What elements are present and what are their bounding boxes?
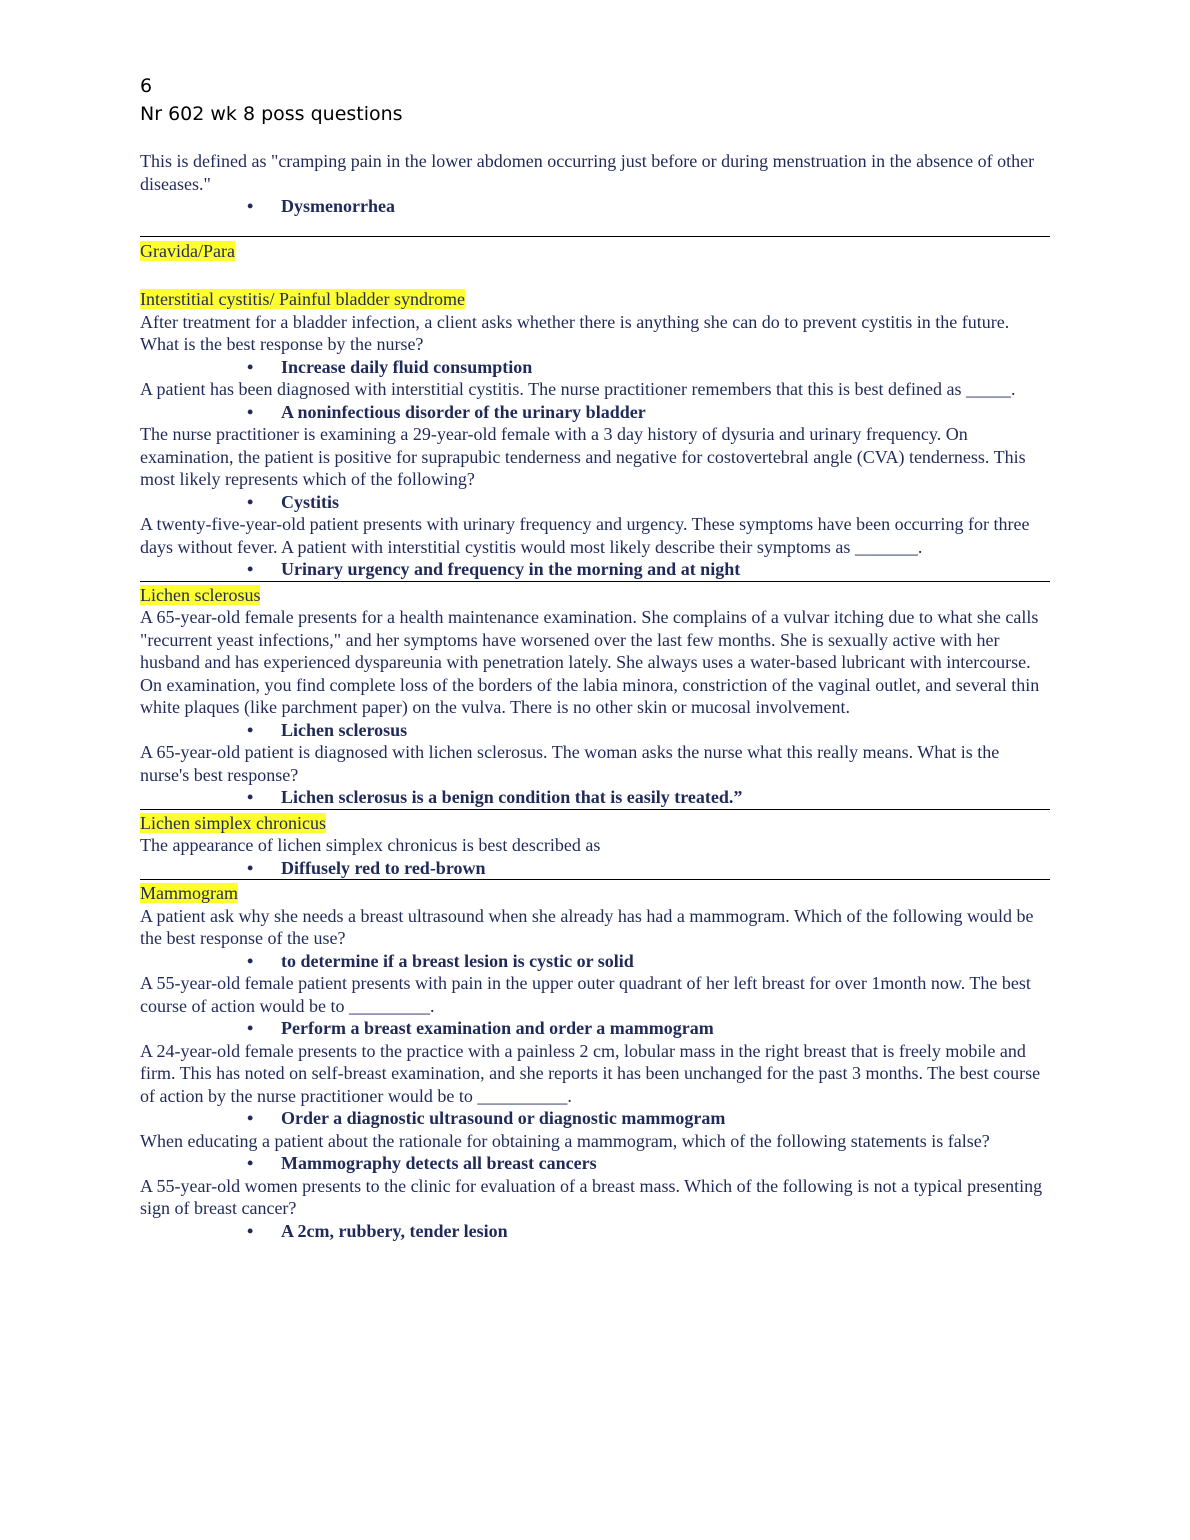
question-text: A 55-year-old women presents to the clinic for evaluation of a breast mass. Which of the following is not a typical presenting sign of breast cancer? xyxy=(140,1175,1043,1218)
topic-heading-lichen-sclerosus: Lichen sclerosus xyxy=(140,584,261,605)
bullet-icon: • xyxy=(247,196,254,216)
topic-heading-lichen-simplex-chronicus: Lichen simplex chronicus xyxy=(140,812,326,833)
bullet-icon: • xyxy=(247,1018,254,1038)
section-divider xyxy=(140,879,1050,880)
question-text: After treatment for a bladder infection, a client asks whether there is anything she can do to prevent cystitis in the future. What is the best response by the nurse? xyxy=(140,311,1010,354)
answer-text: A 2cm, rubbery, tender lesion xyxy=(281,1220,508,1241)
answer-item xyxy=(140,401,1050,424)
bullet-icon: • xyxy=(247,857,254,878)
bullet-icon: • xyxy=(247,401,254,422)
question-text: A 65-year-old female presents for a health maintenance examination. She complains of a vulvar itching due to what she calls "recurrent yeast infections," and her symptoms have worsened over the last few months. She is sexually active with her husband and has experienced dyspareunia with penetration lately. She always uses a water-based lubricant with intercourse. On examination, you find complete loss of the borders of the labia minora, constriction of the vaginal outlet, and several thin white plaques (like parchment paper) on the vulva. There is no other skin or mucosal involvement. xyxy=(140,607,1040,717)
bullet-icon: • xyxy=(247,719,254,740)
answer-item xyxy=(140,356,1050,379)
answer-item xyxy=(140,491,1050,514)
document-body xyxy=(140,150,1050,1242)
topic-heading-mammogram: Mammogram xyxy=(140,883,238,903)
bullet-icon: • xyxy=(247,1220,254,1241)
page-number: 6 xyxy=(140,75,153,97)
question-text: A twenty-five-year-old patient presents with urinary frequency and urgency. These symptoms have been occurring for three days without fever. A patient with interstitial cystitis would most likely describe their symptoms as _______. xyxy=(140,514,1030,557)
question-text: A patient ask why she needs a breast ultrasound when she already has had a mammogram. Which of the following would be the best response of the use? xyxy=(140,905,1034,948)
answer-text: Cystitis xyxy=(281,491,339,512)
answer-text: Mammography detects all breast cancers xyxy=(281,1153,597,1173)
section-divider xyxy=(140,236,1050,237)
answer-text: A noninfectious disorder of the urinary bladder xyxy=(281,401,646,422)
section-divider xyxy=(140,809,1050,810)
answer-item xyxy=(140,558,1050,581)
topic-heading-interstitial-cystitis: Interstitial cystitis/ Painful bladder syndrome xyxy=(140,289,465,309)
document-title: Nr 602 wk 8 poss questions xyxy=(140,103,403,125)
question-text: A 65-year-old patient is diagnosed with lichen sclerosus. The woman asks the nurse what this really means. What is the nurse's best response? xyxy=(140,742,1000,785)
answer-item xyxy=(140,1220,1050,1243)
answer-text: Dysmenorrhea xyxy=(281,196,395,216)
answer-item xyxy=(140,1107,1050,1130)
bullet-icon: • xyxy=(247,950,254,971)
section-divider xyxy=(140,581,1050,582)
topic-heading-gravida: Gravida/Para xyxy=(140,240,235,261)
answer-text: to determine if a breast lesion is cystic or solid xyxy=(281,950,634,971)
answer-item xyxy=(140,786,1050,809)
answer-item xyxy=(140,950,1050,973)
bullet-icon: • xyxy=(247,787,254,807)
answer-text: Urinary urgency and frequency in the morning and at night xyxy=(281,559,741,579)
question-text: When educating a patient about the rationale for obtaining a mammogram, which of the following statements is false? xyxy=(140,1130,990,1151)
answer-text: Lichen sclerosus xyxy=(281,719,408,740)
bullet-icon: • xyxy=(247,491,254,512)
bullet-icon: • xyxy=(247,1153,254,1173)
bullet-icon: • xyxy=(247,356,254,377)
question-text: This is defined as "cramping pain in the lower abdomen occurring just before or during menstruation in the absence of other diseases." xyxy=(140,151,1035,194)
question-text: A 24-year-old female presents to the practice with a painless 2 cm, lobular mass in the right breast that is freely mobile and firm. This has noted on self-breast examination, and she reports it has been unchanged for the past 3 months. The best course of action by the nurse practitioner would be to __________. xyxy=(140,1040,1041,1106)
bullet-icon: • xyxy=(247,559,254,579)
answer-item xyxy=(140,857,1050,880)
question-text: The nurse practitioner is examining a 29-year-old female with a 3 day history of dysuria and urinary frequency. On examination, the patient is positive for suprapubic tenderness and negative for costovertebral angle (CVA) tenderness. This most likely represents which of the following? xyxy=(140,424,1026,489)
answer-item xyxy=(140,719,1050,742)
answer-text: Diffusely red to red-brown xyxy=(281,857,486,878)
answer-item xyxy=(140,195,1050,218)
document-page xyxy=(140,72,1050,1242)
answer-text: Order a diagnostic ultrasound or diagnostic mammogram xyxy=(281,1108,726,1128)
answer-text: Increase daily fluid consumption xyxy=(281,356,533,377)
answer-text: Lichen sclerosus is a benign condition that is easily treated.” xyxy=(281,787,743,807)
answer-item xyxy=(140,1017,1050,1040)
bullet-icon: • xyxy=(247,1108,254,1128)
answer-text: Perform a breast examination and order a mammogram xyxy=(281,1018,714,1038)
question-text: The appearance of lichen simplex chronicus is best described as xyxy=(140,835,601,855)
question-text: A 55-year-old female patient presents with pain in the upper outer quadrant of her left breast for over 1month now. The best course of action would be to _________. xyxy=(140,973,1031,1016)
answer-item xyxy=(140,1152,1050,1175)
question-text: A patient has been diagnosed with interstitial cystitis. The nurse practitioner remembers that this is best defined as _____. xyxy=(140,379,1016,399)
